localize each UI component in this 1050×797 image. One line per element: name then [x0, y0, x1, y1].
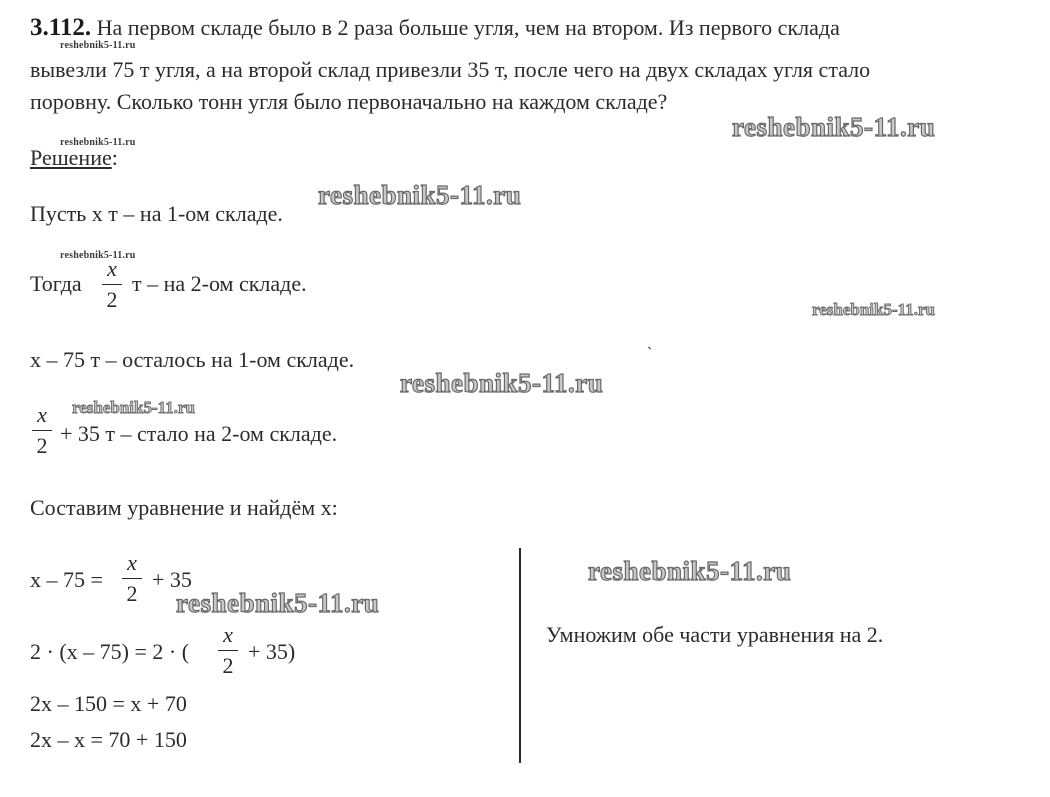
equation-2-right: + 35) — [248, 639, 296, 664]
equation-1-right: + 35 — [152, 567, 192, 592]
watermark-medium: reshebnik5-11.ru — [812, 300, 935, 319]
watermark-small: reshebnik5-11.ru — [60, 250, 136, 261]
fraction-bar — [218, 650, 238, 651]
fraction-denominator: 2 — [126, 581, 138, 606]
watermark-medium: reshebnik5-11.ru — [72, 398, 195, 417]
fraction-numerator: x — [37, 402, 47, 427]
fraction-bar — [32, 430, 52, 431]
solution-heading — [30, 144, 118, 172]
fraction-x-over-2 — [120, 552, 144, 605]
note-multiply: Умножим обе части уравнения на 2. — [546, 622, 884, 647]
fraction-numerator: x — [107, 256, 117, 281]
fraction-bar — [122, 578, 142, 579]
problem-line-1 — [30, 14, 840, 42]
equation-1-left: х – 75 = — [30, 567, 103, 592]
stray-mark: ˋ — [647, 345, 653, 362]
solution-heading-colon: : — [111, 145, 118, 170]
problem-number: 3.112. — [30, 14, 92, 41]
problem-line-3: поровну. Сколько тонн угля было первоначально на каждом складе? — [30, 89, 668, 114]
problem-text-1: На первом складе было в 2 раза больше угля, чем на втором. Из первого склада — [96, 15, 840, 40]
fraction-x-over-2 — [100, 258, 124, 311]
fraction-numerator: x — [127, 550, 137, 575]
watermark-large: reshebnik5-11.ru — [176, 588, 380, 618]
column-divider — [519, 548, 521, 763]
equation-4: 2х – х = 70 + 150 — [30, 727, 187, 752]
fraction-x-over-2 — [30, 404, 54, 457]
equation-2-left: 2 · (х – 75) = 2 · ( — [30, 639, 190, 664]
watermark-large: reshebnik5-11.ru — [588, 556, 792, 586]
watermark-large: reshebnik5-11.ru — [732, 112, 936, 142]
fraction-bar — [102, 284, 122, 285]
fraction-numerator: x — [223, 622, 233, 647]
fraction-x-over-2 — [216, 624, 240, 677]
fraction-denominator: 2 — [36, 433, 48, 458]
step-then-suffix: т – на 2-ом складе. — [132, 271, 307, 296]
watermark-large: reshebnik5-11.ru — [400, 368, 604, 398]
fraction-denominator: 2 — [106, 287, 118, 312]
step-became-second: + 35 т – стало на 2-ом складе. — [60, 421, 338, 446]
step-let-x: Пусть х т – на 1-ом складе. — [30, 201, 283, 226]
step-then-prefix: Тогда — [30, 271, 82, 296]
equation-3: 2х – 150 = х + 70 — [30, 691, 187, 716]
step-compose-equation: Составим уравнение и найдём х: — [30, 495, 338, 520]
fraction-denominator: 2 — [222, 653, 234, 678]
step-remaining-first: х – 75 т – осталось на 1-ом складе. — [30, 347, 355, 372]
watermark-large: reshebnik5-11.ru — [318, 180, 522, 210]
problem-line-2: вывезли 75 т угля, а на второй склад привезли 35 т, после чего на двух складах угля стало — [30, 57, 871, 82]
watermark-small: reshebnik5-11.ru — [60, 40, 136, 51]
solution-heading-text: Решение — [30, 145, 112, 170]
watermark-small: reshebnik5-11.ru — [60, 137, 136, 148]
